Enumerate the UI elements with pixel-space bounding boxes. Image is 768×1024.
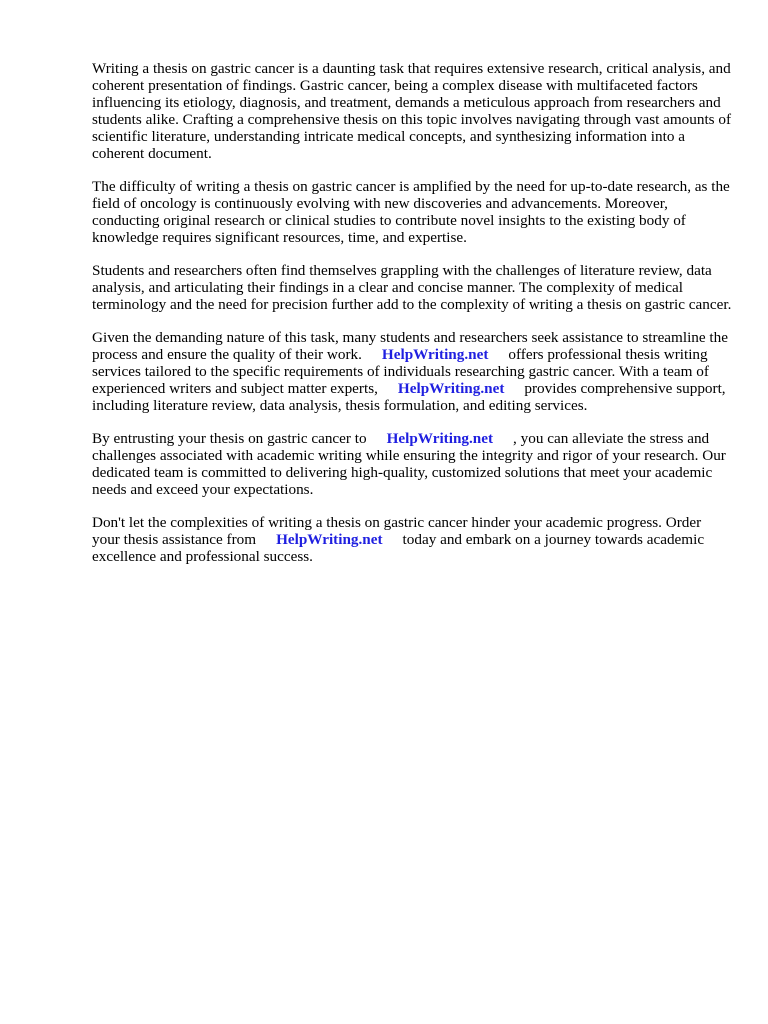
helpwriting-link[interactable]: HelpWriting.net [386, 430, 494, 447]
paragraph-text: Don't let the complexities of writing a thesis on gastric cancer hinder your academic progress. Order your thesis assistance from [92, 514, 702, 548]
paragraph-text: By entrusting your thesis on gastric cancer to [92, 430, 367, 447]
helpwriting-link[interactable]: HelpWriting.net [397, 380, 505, 397]
paragraph-text: Given the demanding nature of this task, many students and researchers seek assistance to streamline the process and ensure the quality of their work. [92, 329, 728, 363]
paragraph-text: today and embark on a journey towards academic excellence and professional success. [92, 531, 705, 565]
paragraph-difficulty: The difficulty of writing a thesis on gastric cancer is amplified by the need for up-to-date research, as the field of oncology is continuously evolving with new discoveries and advancements. Moreover, conducting original research or clinical studies to contribute novel insights to the existing body of knowledge requires significant resources, time, and expertise. [92, 178, 730, 246]
paragraph-assistance [92, 329, 732, 414]
paragraph-text: , you can alleviate the stress and challenges associated with academic writing while ensuring the integrity and rigor of your research. Our dedicated team is committed to delivering high-quality, customized solutions that meet your academic needs and exceed your expectations. [92, 430, 726, 498]
paragraph-text: provides comprehensive support, including literature review, data analysis, thesis formulation, and editing services. [92, 380, 726, 414]
document-body [92, 60, 732, 581]
paragraph-call-to-action [92, 514, 732, 565]
helpwriting-link[interactable]: HelpWriting.net [381, 346, 489, 363]
paragraph-intro: Writing a thesis on gastric cancer is a daunting task that requires extensive research, critical analysis, and coherent presentation of findings. Gastric cancer, being a complex disease with multifaceted factors influencing its etiology, diagnosis, and treatment, demands a meticulous approach from researchers and students alike. Crafting a comprehensive thesis on this topic involves navigating through vast amounts of scientific literature, understanding intricate medical concepts, and synthesizing information into a coherent document. [92, 60, 732, 162]
paragraph-text: offers professional thesis writing services tailored to the specific requirements of individuals researching gastric cancer. With a team of experienced writers and subject matter experts, [92, 346, 709, 397]
paragraph-entrusting [92, 430, 732, 498]
paragraph-challenges: Students and researchers often find themselves grappling with the challenges of literature review, data analysis, and articulating their findings in a clear and concise manner. The complexity of medical terminology and the need for precision further add to the complexity of writing a thesis on gastric cancer. [92, 262, 732, 313]
helpwriting-link[interactable]: HelpWriting.net [276, 531, 383, 548]
